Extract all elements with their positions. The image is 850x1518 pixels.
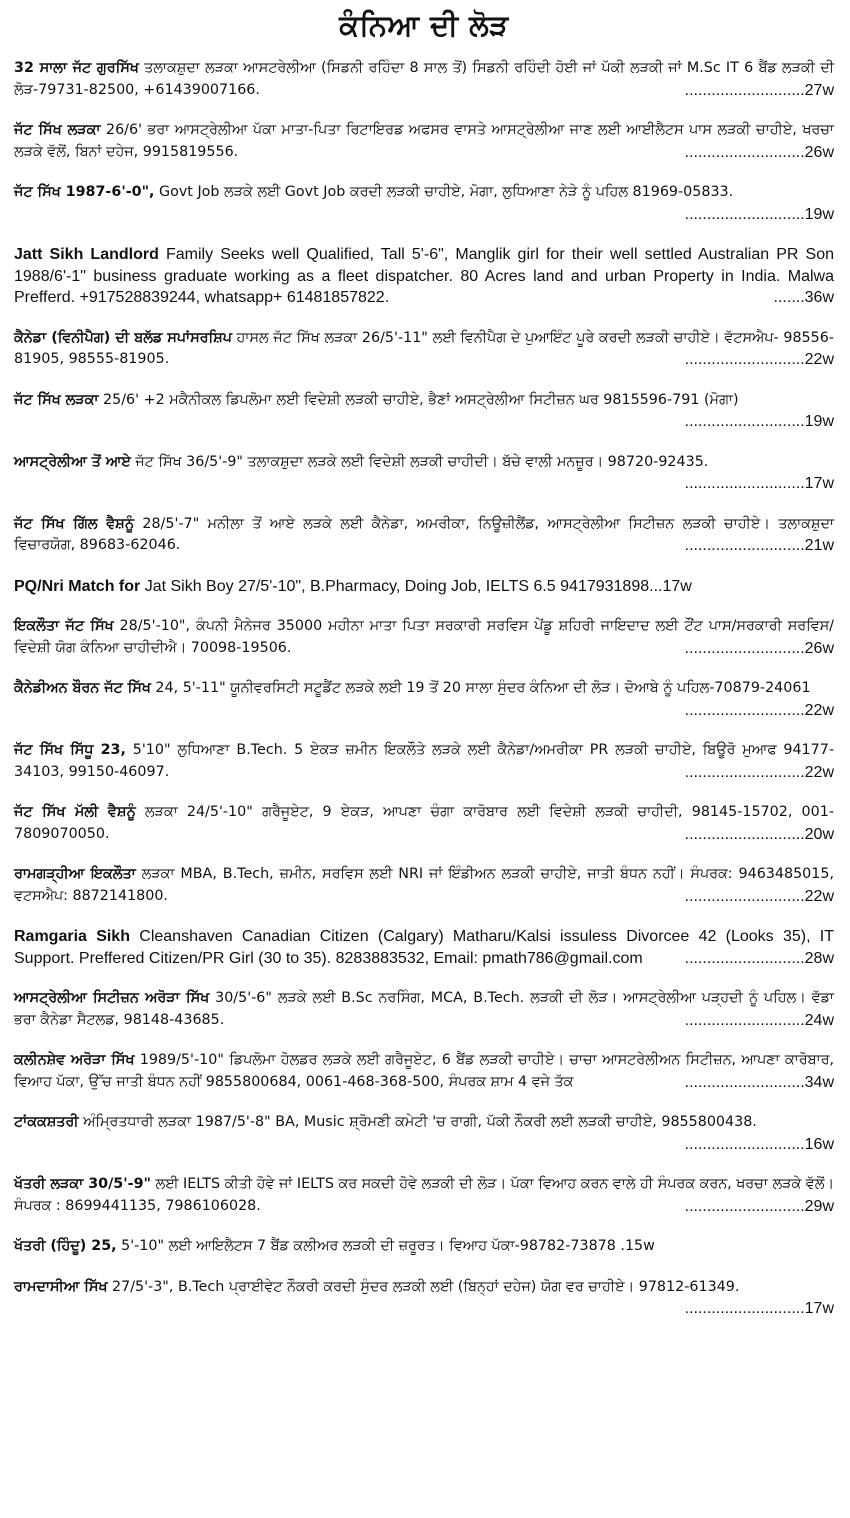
classified-ad xyxy=(14,864,834,907)
ad-lead: ਜੱਟ ਸਿੱਖ 1987-6'-0", xyxy=(14,184,155,200)
ad-lead: ਜੱਟ ਸਿੱਖ ਮੱਲੀ ਵੈਸ਼ਨੂੰ xyxy=(14,804,136,820)
classified-ad xyxy=(14,1236,834,1258)
ad-ref-code: ...........................19w xyxy=(684,413,834,430)
ad-ref-code: ...........................28w xyxy=(684,949,834,967)
ad-text: 30/5'-6" ਲੜਕੇ ਲਈ B.Sc ਨਰਸਿੰਗ, MCA, B.Tech. ਲੜਕੀ ਦੀ ਲੋੜ। ਆਸਟ੍ਰੇਲੀਆ ਪੜ੍ਹਦੀ ਨੂੰ ਪਹਿਲ। ਵੱਡਾ ਭਰਾ ਕੈਨੇਡਾ ਸੈਟਲਡ, 98148-43685. xyxy=(14,990,834,1028)
ad-text: ਅੰਮ੍ਰਿਤਧਾਰੀ ਲੜਕਾ 1987/5'-8" BA, Music ਸ਼੍ਰੋਮਣੀ ਕਮੇਟੀ 'ਚ ਰਾਗੀ, ਪੱਕੀ ਨੌਕਰੀ ਲਈ ਲੜਕੀ ਚਾਹੀਏ, 9855800438. xyxy=(83,1114,757,1130)
classified-ad xyxy=(14,514,834,557)
ad-ref-code: ...........................20w xyxy=(684,825,834,843)
ad-lead: Ramgaria Sikh xyxy=(14,928,130,945)
ad-ref-code: ...........................29w xyxy=(684,1197,834,1215)
ad-lead: ਆਸਟ੍ਰੇਲੀਆ ਸਿਟੀਜ਼ਨ ਅਰੋੜਾ ਸਿੱਖ xyxy=(14,990,210,1006)
classified-ad xyxy=(14,1050,834,1093)
ad-text: 1989/5'-10" ਡਿਪਲੋਮਾ ਹੋਲਡਰ ਲੜਕੇ ਲਈ ਗਰੈਜੂਏਟ, 6 ਬੈਂਡ ਲੜਕੀ ਚਾਹੀਏ। ਚਾਚਾ ਆਸਟਰੇਲੀਅਨ ਸਿਟੀਜ਼ਨ, ਆਪਣਾ ਕਾਰੋਬਾਰ, ਵਿਆਹ ਪੱਕਾ, ਉੱਚ ਜਾਤੀ ਬੰਧਨ ਨਹੀਂ 9855800684, 0061-468-368-500, ਸੰਪਰਕ ਸ਼ਾਮ 4 ਵਜੇ ਤੱਕ xyxy=(14,1052,835,1090)
ad-ref-code: ...........................17w xyxy=(684,475,834,492)
ads-list xyxy=(14,58,834,1320)
ad-lead: ਇਕਲੌਤਾ ਜੱਟ ਸਿੱਖ xyxy=(14,618,114,634)
ad-lead: ਖੱਤਰੀ (ਹਿੰਦੂ) 25, xyxy=(14,1238,117,1254)
ad-ref-code: ...........................17w xyxy=(684,1300,834,1317)
ad-text: ਲੜਕਾ MBA, B.Tech, ਜ਼ਮੀਨ, ਸਰਵਿਸ ਲਈ NRI ਜਾਂ ਇੰਡੀਅਨ ਲੜਕੀ ਚਾਹੀਏ, ਜਾਤੀ ਬੰਧਨ ਨਹੀਂ। ਸੰਪਰਕ: 9463485015, ਵਟਸਐਪ: 8872141800. xyxy=(14,866,835,904)
classified-ad xyxy=(14,740,834,783)
ad-lead: 32 ਸਾਲਾ ਜੱਟ ਗੁਰਸਿੱਖ xyxy=(14,60,139,76)
classified-ad xyxy=(14,1112,834,1155)
ad-ref-code: ...........................22w xyxy=(684,701,834,719)
classified-ad xyxy=(14,616,834,659)
ad-lead: ਖੱਤਰੀ ਲੜਕਾ 30/5'-9" xyxy=(14,1176,151,1192)
ad-lead: ਕੈਨੇਡਾ (ਵਿਨੀਪੈਗ) ਦੀ ਬਲੱਡ ਸਪਾਂਸਰਸ਼ਿਪ xyxy=(14,329,232,346)
classified-ad xyxy=(14,452,834,495)
ad-text: 27/5'-3", B.Tech ਪ੍ਰਾਈਵੇਟ ਨੌਕਰੀ ਕਰਦੀ ਸੁੰਦਰ ਲੜਕੀ ਲਈ (ਬਿਨ੍ਹਾਂ ਦਹੇਜ) ਯੋਗ ਵਰ ਚਾਹੀਏ। 97812-61349. xyxy=(112,1278,740,1295)
ad-lead: ਟਾਂਕਕਸ਼ਤਰੀ xyxy=(14,1114,79,1130)
classified-ad xyxy=(14,120,834,163)
ad-lead: ਜੱਟ ਸਿੱਖ ਲੜਕਾ xyxy=(14,391,99,408)
classified-ad xyxy=(14,58,834,101)
ad-text: Cleanshaven Canadian Citizen (Calgary) Matharu/Kalsi issuless Divorcee 42 (Looks 35), IT Support. Preffered Citizen/PR Girl (30 to 35). 8283883532, Email: pmath786@gmail.com xyxy=(14,928,835,967)
ad-ref-code: ...........................34w xyxy=(684,1073,834,1091)
ad-text: ਹਾਸਲ ਜੱਟ ਸਿੱਖ ਲੜਕਾ 26/5'-11" ਲਈ ਵਿਨੀਪੈਗ ਦੇ ਪੁਆਇੰਟ ਪੂਰੇ ਕਰਦੀ ਲੜਕੀ ਚਾਹੀਏ। ਵੱਟਸਐਪ- 98556-81905, 98555-81905. xyxy=(14,329,834,367)
ad-text: 25/6' +2 ਮਕੈਨੀਕਲ ਡਿਪਲੋਮਾ ਲਈ ਵਿਦੇਸ਼ੀ ਲੜਕੀ ਚਾਹੀਏ, ਭੈਣਾਂ ਅਸਟ੍ਰੇਲੀਆ ਸਿਟੀਜ਼ਨ ਘਰ 9815596-791 (ਮੋਗਾ) xyxy=(103,391,739,408)
ad-text: 28/5'-10", ਕੰਪਨੀ ਮੈਨੇਜਰ 35000 ਮਹੀਨਾ ਮਾਤਾ ਪਿਤਾ ਸਰਕਾਰੀ ਸਰਵਿਸ ਪੇਂਡੂ ਸ਼ਹਿਰੀ ਜਾਇਦਾਦ ਲਈ ਟੌਂਟ ਪਾਸ/ਸਰਕਾਰੀ ਸਰਵਿਸ/ਵਿਦੇਸ਼ੀ ਯੋਗ ਕੰਨਿਆ ਚਾਹੀਦੀਐ। 70098-19506. xyxy=(14,618,834,656)
ad-lead: PQ/Nri Match for xyxy=(14,577,141,595)
ad-text: ਜੱਟ ਸਿੱਖ 36/5'-9" ਤਲਾਕਸ਼ੁਦਾ ਲੜਕੇ ਲਈ ਵਿਦੇਸ਼ੀ ਲੜਕੀ ਚਾਹੀਦੀ। ਬੱਚੇ ਵਾਲੀ ਮਨਜ਼ੂਰ। 98720-92435. xyxy=(135,453,709,470)
classified-ad xyxy=(14,1174,834,1217)
ad-text: Jat Sikh Boy 27/5'-10", B.Pharmacy, Doing Job, IELTS 6.5 9417931898...17w xyxy=(144,577,692,595)
classified-ad xyxy=(14,390,834,433)
classified-ad xyxy=(14,802,834,845)
classified-ad xyxy=(14,678,834,721)
classified-ad xyxy=(14,926,834,969)
ad-lead: ਕਲੀਨਸ਼ੇਵ ਅਰੋੜਾ ਸਿੱਖ xyxy=(14,1052,135,1068)
classified-ad xyxy=(14,576,834,598)
ad-ref-code: ...........................27w xyxy=(684,81,834,99)
page-title: ਕੰਨਿਆ ਦੀ ਲੋੜ xyxy=(339,8,509,42)
classified-ad xyxy=(14,244,834,309)
ad-text: Govt Job ਲੜਕੇ ਲਈ Govt Job ਕਰਦੀ ਲੜਕੀ ਚਾਹੀਏ, ਮੋਗਾ, ਲੁਧਿਆਣਾ ਨੇੜੇ ਨੂੰ ਪਹਿਲ 81969-05833. xyxy=(159,184,734,200)
ad-text: 5'10" ਲੁਧਿਆਣਾ B.Tech. 5 ਏਕੜ ਜ਼ਮੀਨ ਇਕਲੌਤੇ ਲੜਕੇ ਲਈ ਕੈਨੇਡਾ/ਅਮਰੀਕਾ PR ਲੜਕੀ ਚਾਹੀਏ, ਬਿਊਰੋ ਮੁਆਫ 94177-34103, 99150-46097. xyxy=(14,742,834,780)
ad-ref-code: ...........................16w xyxy=(684,1135,834,1153)
ad-lead: ਕੈਨੇਡੀਅਨ ਬੌਰਨ ਜੱਟ ਸਿੱਖ xyxy=(14,680,151,696)
ad-lead: ਆਸਟ੍ਰੇਲੀਆ ਤੋਂ ਆਏ xyxy=(14,453,131,470)
ad-lead: ਜੱਟ ਸਿੱਖ ਗਿੱਲ ਵੈਸ਼ਨੂੰ xyxy=(14,515,134,532)
ad-lead: ਰਾਮਦਾਸੀਆ ਸਿੱਖ xyxy=(14,1278,108,1295)
classified-ad xyxy=(14,988,834,1031)
ad-ref-code: ...........................24w xyxy=(684,1011,834,1029)
ad-text: 24, 5'-11" ਯੂਨੀਵਰਸਿਟੀ ਸਟੂਡੈਂਟ ਲੜਕੇ ਲਈ 19 ਤੋਂ 20 ਸਾਲਾ ਸੁੰਦਰ ਕੰਨਿਆ ਦੀ ਲੋੜ। ਦੋਆਬੇ ਨੂੰ ਪਹਿਲ-70879-24061 xyxy=(155,680,811,696)
ad-ref-code: ...........................26w xyxy=(684,143,834,161)
ad-ref-code: ...........................19w xyxy=(684,205,834,223)
ad-text: 5'-10" ਲਈ ਆਇਲੈਟਸ 7 ਬੈਂਡ ਕਲੀਅਰ ਲੜਕੀ ਦੀ ਜ਼ਰੂਰਤ। ਵਿਆਹ ਪੱਕਾ-98782-73878 .15w xyxy=(121,1238,655,1254)
ad-text: 28/5'-7" ਮਨੀਲਾ ਤੋਂ ਆਏ ਲੜਕੇ ਲਈ ਕੈਨੇਡਾ, ਅਮਰੀਕਾ, ਨਿਊਜ਼ੀਲੈਂਡ, ਆਸਟ੍ਰੇਲੀਆ ਸਿਟੀਜ਼ਨ ਲੜਕੀ ਚਾਹੀਏ। ਤਲਾਕਸ਼ੁਦਾ ਵਿਚਾਰਯੋਗ, 89683-62046. xyxy=(14,515,834,553)
classified-ad xyxy=(14,182,834,225)
ad-lead: ਰਾਮਗੜ੍ਹੀਆ ਇਕਲੌਤਾ xyxy=(14,866,136,882)
ad-text: ਲੜਕਾ 24/5'-10" ਗਰੈਜੂਏਟ, 9 ਏਕੜ, ਆਪਣਾ ਚੰਗਾ ਕਾਰੋਬਾਰ ਲਈ ਵਿਦੇਸ਼ੀ ਲੜਕੀ ਚਾਹੀਦੀ, 98145-15702, 001-7809070050. xyxy=(14,804,835,842)
ad-ref-code: ...........................22w xyxy=(684,887,834,905)
ad-lead: ਜੱਟ ਸਿੱਖ ਲੜਕਾ xyxy=(14,122,101,138)
ad-text: ਲਈ IELTS ਕੀਤੀ ਹੋਵੇ ਜਾਂ IELTS ਕਰ ਸਕਦੀ ਹੋਵੇ ਲੜਕੀ ਦੀ ਲੋੜ। ਪੱਕਾ ਵਿਆਹ ਕਰਨ ਵਾਲੇ ਹੀ ਸੰਪਰਕ ਕਰਨ, ਖਰਚਾ ਲੜਕੇ ਵੱਲੋਂ। ਸੰਪਰਕ : 8699441135, 7986106028. xyxy=(14,1176,835,1214)
classified-ad xyxy=(14,1277,834,1320)
ad-ref-code: ...........................22w xyxy=(684,763,834,781)
ad-lead: ਜੱਟ ਸਿੱਖ ਸਿੱਧੂ 23, xyxy=(14,742,126,758)
classified-ad xyxy=(14,328,834,371)
ad-text: 26/6' ਭਰਾ ਆਸਟ੍ਰੇਲੀਆ ਪੱਕਾ ਮਾਤਾ-ਪਿਤਾ ਰਿਟਾਇਰਡ ਅਫਸਰ ਵਾਸਤੇ ਆਸਟ੍ਰੇਲੀਆ ਜਾਣ ਲਈ ਆਈਲੈਟਸ ਪਾਸ ਲੜਕੀ ਚਾਹੀਏ, ਖਰਚਾ ਲੜਕੇ ਵੱਲੋਂ, ਬਿਨਾਂ ਦਹੇਜ, 9915819556. xyxy=(14,122,835,160)
ad-ref-code: .......36w xyxy=(773,289,834,306)
ad-text: Family Seeks well Qualified, Tall 5'-6", Manglik girl for their well settled Australian PR Son 1988/6'-1" business graduate working as a fleet dispatcher. 80 Acres land and urban Property in India. Malwa Prefferd. +917528839244, whatsapp+ 61481857822. xyxy=(14,246,835,306)
ad-ref-code: ...........................26w xyxy=(684,639,834,657)
ad-ref-code: ...........................22w xyxy=(684,351,834,368)
ad-ref-code: ...........................21w xyxy=(684,537,834,554)
ad-lead: Jatt Sikh Landlord xyxy=(14,246,159,263)
ad-text: ਤਲਾਕਸ਼ੁਦਾ ਲੜਕਾ ਆਸਟਰੇਲੀਆ (ਸਿਡਨੀ ਰਹਿੰਦਾ 8 ਸਾਲ ਤੋਂ) ਸਿਡਨੀ ਰਹਿੰਦੀ ਹੋਈ ਜਾਂ ਪੱਕੀ ਲੜਕੀ ਜਾਂ M.Sc IT 6 ਬੈਂਡ ਲੜਕੀ ਦੀ ਲੋੜ-79731-82500, +61439007166. xyxy=(14,60,834,98)
